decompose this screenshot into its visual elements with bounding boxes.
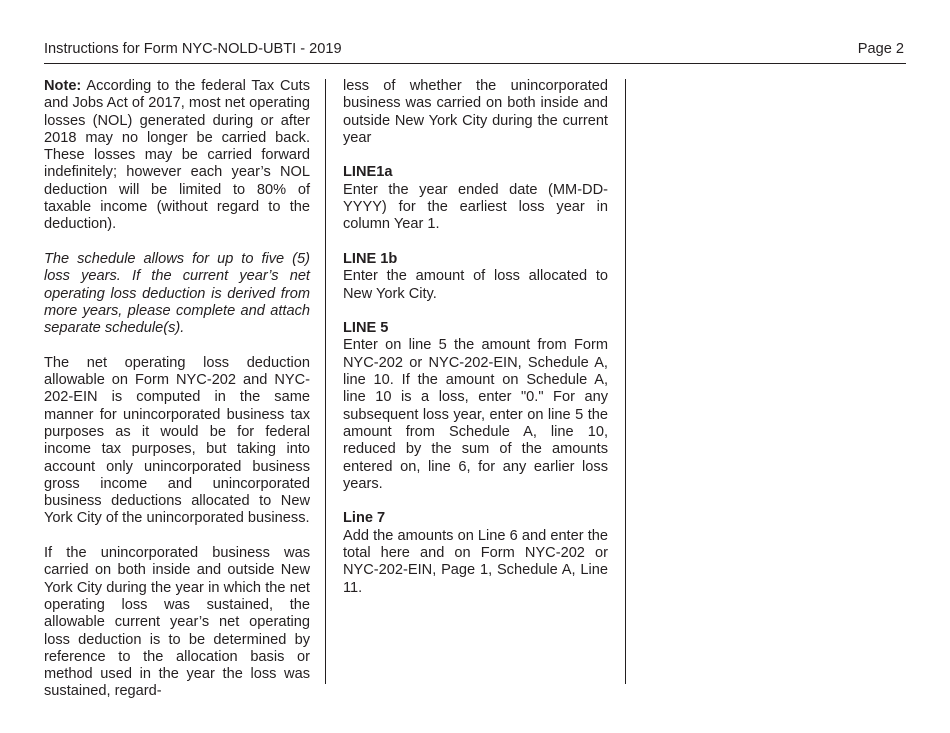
section-line5 bbox=[343, 320, 608, 493]
section-text: Enter on line 5 the amount from Form NYC-202 or NYC-202-EIN, Schedule A, line 10. If the amount on Schedule A, line 10 is a loss, enter "0." For any subsequent loss year, enter on line 5 the amount from Schedule A, line 10, reduced by the sum of the amounts entered on, line 6, for any earlier loss years. bbox=[343, 337, 608, 492]
note-text: According to the federal Tax Cuts and Jobs Act of 2017, most net operating losses (NOL) generated during or after 2018 may no longer be carried back. These losses may be carried forward indefinitely; however each year’s NOL deduction will be limited to 80% of taxable income (without regard to the deduction). bbox=[44, 78, 310, 233]
document-title: Instructions for Form NYC-NOLD-UBTI - 2019 bbox=[44, 41, 342, 57]
section-line1b bbox=[343, 251, 608, 303]
column-divider-right bbox=[625, 79, 626, 684]
note-label: Note: bbox=[44, 78, 82, 94]
section-heading: LINE 1b bbox=[343, 250, 398, 267]
page-header bbox=[44, 41, 906, 64]
page-number: Page 2 bbox=[857, 41, 904, 57]
section-line7 bbox=[343, 510, 608, 596]
continuation-paragraph: less of whether the unincorporated business was carried on both inside and outside New York City during the current year bbox=[343, 78, 608, 146]
schedule-note-paragraph: The schedule allows for up to five (5) loss years. If the current year’s net operating loss deduction is derived from more years, please complete and attach separate schedule(s). bbox=[44, 250, 310, 337]
section-heading: LINE 5 bbox=[343, 320, 389, 337]
left-column bbox=[44, 78, 310, 718]
note-paragraph bbox=[44, 78, 310, 234]
section-heading: Line 7 bbox=[343, 510, 386, 527]
allocation-paragraph: If the unincorporated business was carried on both inside and outside New York City during the year in which the net operating loss was sustained, the allowable current year’s net operating loss deduction is to be determined by reference to the allocation basis or method used in the year the loss was sustained, regard- bbox=[44, 545, 310, 700]
section-line1a bbox=[343, 164, 608, 233]
section-text: Enter the year ended date (MM-DD-YYYY) for the earliest loss year in column Year 1. bbox=[343, 181, 608, 233]
section-text: Enter the amount of loss allocated to New York City. bbox=[343, 268, 608, 302]
right-column bbox=[343, 78, 608, 614]
section-heading: LINE1a bbox=[343, 164, 393, 181]
column-divider-left bbox=[325, 79, 326, 684]
section-text: Add the amounts on Line 6 and enter the total here and on Form NYC-202 or NYC-202-EIN, Page 1, Schedule A, Line 11. bbox=[343, 527, 608, 596]
nol-deduction-paragraph: The net operating loss deduction allowable on Form NYC-202 and NYC-202-EIN is computed in the same manner for unincorporated business tax purposes as it would be for federal income tax purposes, but taking into account only unincorporated business gross income and unincorporated business deductions allocated to New York City of the unincorporated business. bbox=[44, 354, 310, 527]
